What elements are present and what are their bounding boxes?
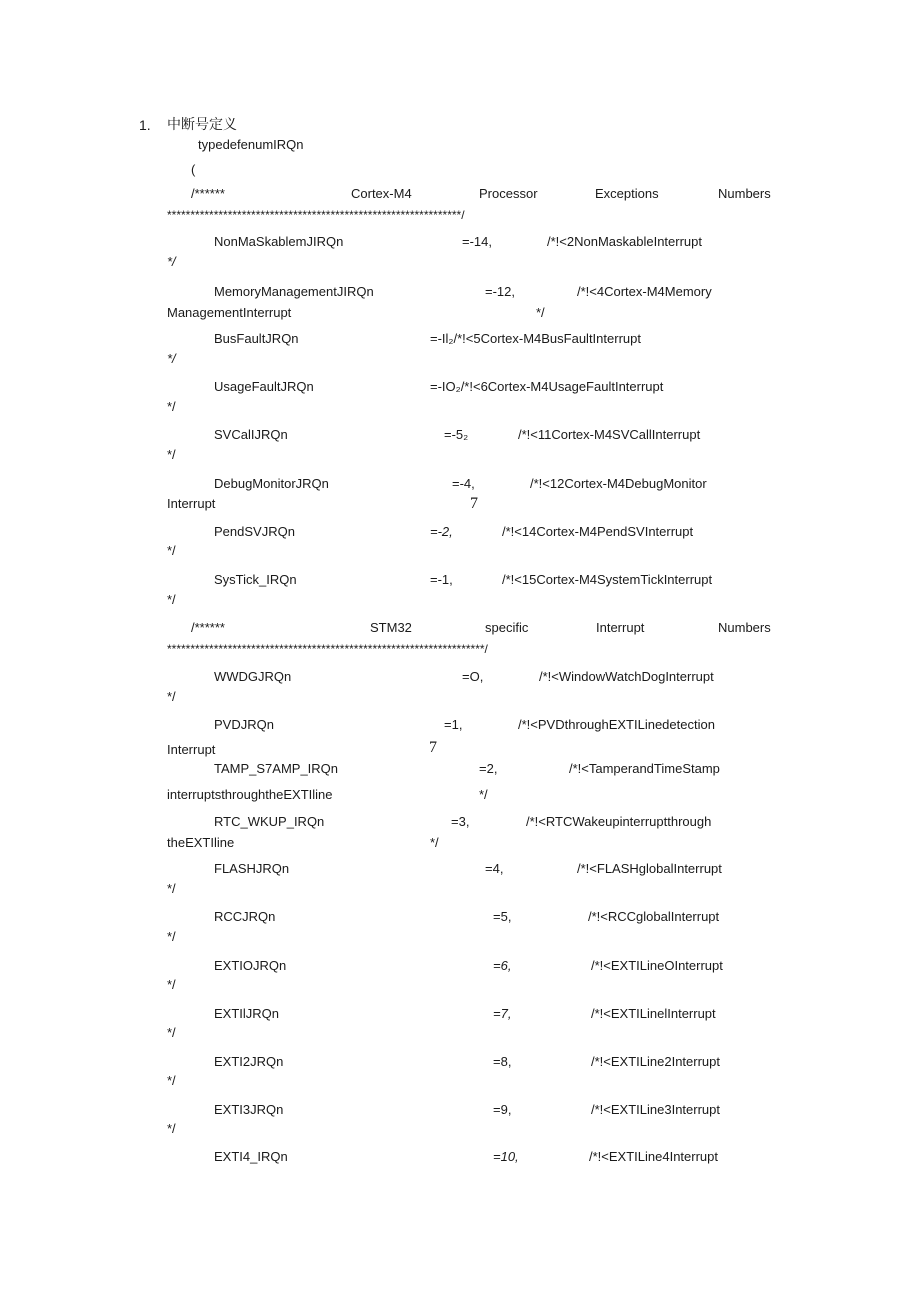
entry-tail: */ bbox=[167, 399, 176, 414]
entry-value: =-12, bbox=[485, 284, 515, 299]
entry-comment: /*!<11Cortex-M4SVCallInterrupt bbox=[518, 427, 701, 442]
entry-name: DebugMonitorJRQn bbox=[214, 476, 329, 491]
entry-tail: */ bbox=[167, 1073, 176, 1088]
entry-name: FLASHJRQn bbox=[214, 861, 290, 876]
entry-comment: /*!<RTCWakeupinterruptthrough bbox=[526, 814, 712, 829]
typedef-line: typedefenumIRQn bbox=[198, 137, 304, 152]
entry-tail: theEXTIline bbox=[167, 835, 235, 850]
entry-name: PVDJRQn bbox=[214, 717, 274, 732]
entry-name: EXTIOJRQn bbox=[214, 958, 287, 973]
section2-word-0: /****** bbox=[191, 620, 225, 635]
entry-tail: */ bbox=[167, 689, 176, 704]
entry-value: =-1, bbox=[430, 572, 453, 587]
entry-value: =-IO₂/*!<6Cortex-M4UsageFaultInterrupt bbox=[430, 379, 664, 394]
entry-tail: */ bbox=[167, 1121, 176, 1136]
entry-value: =-Il₂/*!<5Cortex-M4BusFaultInterrupt bbox=[430, 331, 641, 346]
entry-comment: /*!<12Cortex-M4DebugMonitor bbox=[530, 476, 707, 491]
section2-word-1: STM32 bbox=[370, 620, 412, 635]
entry-comment: /*!<14Cortex-M4PendSVInterrupt bbox=[502, 524, 694, 539]
entry-value: =O, bbox=[462, 669, 484, 684]
heading-number: 1. bbox=[139, 117, 151, 133]
section2-word-2: specific bbox=[485, 620, 529, 635]
entry-value: =7, bbox=[493, 1006, 512, 1021]
entry-tail: */ bbox=[167, 351, 176, 366]
entry-tail2: 7 bbox=[470, 495, 478, 512]
entry-name: EXTI2JRQn bbox=[214, 1054, 284, 1069]
entry-name: MemoryManagementJIRQn bbox=[214, 284, 374, 299]
entry-tail: Interrupt bbox=[167, 742, 216, 757]
section2-word-3: Interrupt bbox=[596, 620, 645, 635]
section1-stars: ***************************************************************/ bbox=[167, 208, 465, 222]
entry-tail2: */ bbox=[536, 305, 545, 320]
entry-name: SVCalIJRQn bbox=[214, 427, 288, 442]
entry-comment: /*!<EXTILineOInterrupt bbox=[591, 958, 723, 973]
section1-word-3: Exceptions bbox=[595, 186, 659, 201]
entry-value: =-2, bbox=[430, 524, 453, 539]
entry-comment: /*!<EXTILinelInterrupt bbox=[591, 1006, 716, 1021]
entry-tail: */ bbox=[167, 543, 176, 558]
open-brace: ( bbox=[191, 162, 196, 177]
section1-word-4: Numbers bbox=[718, 186, 771, 201]
entry-comment: /*!<TamperandTimeStamp bbox=[569, 761, 720, 776]
entry-name: NonMaSkablemJIRQn bbox=[214, 234, 344, 249]
entry-comment: /*!<EXTILine4Interrupt bbox=[589, 1149, 718, 1164]
entry-comment: /*!<2NonMaskableInterrupt bbox=[547, 234, 703, 249]
entry-name: SysTick_IRQn bbox=[214, 572, 297, 587]
entry-tail2: */ bbox=[479, 787, 488, 802]
entry-value: =4, bbox=[485, 861, 504, 876]
section2-word-4: Numbers bbox=[718, 620, 771, 635]
entry-name: PendSVJRQn bbox=[214, 524, 295, 539]
section2-stars: ********************************************************************/ bbox=[167, 642, 488, 656]
entry-value: =5, bbox=[493, 909, 512, 924]
entry-name: EXTIlJRQn bbox=[214, 1006, 280, 1021]
entry-tail: */ bbox=[167, 1025, 176, 1040]
entry-tail: */ bbox=[167, 447, 176, 462]
entry-name: EXTI3JRQn bbox=[214, 1102, 284, 1117]
entry-tail: */ bbox=[167, 977, 176, 992]
entry-comment: /*!<4Cortex-M4Memory bbox=[577, 284, 712, 299]
entry-value: =2, bbox=[479, 761, 498, 776]
entry-value: =3, bbox=[451, 814, 470, 829]
heading-title: 中断号定义 bbox=[167, 116, 237, 132]
entry-comment: /*!<15Cortex-M4SystemTickInterrupt bbox=[502, 572, 713, 587]
entry-value: =-4, bbox=[452, 476, 475, 491]
entry-tail: */ bbox=[167, 254, 176, 269]
section1-word-0: /****** bbox=[191, 186, 225, 201]
entry-tail: */ bbox=[167, 929, 176, 944]
entry-value: =9, bbox=[493, 1102, 512, 1117]
entry-name: RCCJRQn bbox=[214, 909, 276, 924]
entry-name: UsageFaultJRQn bbox=[214, 379, 314, 394]
entry-comment: /*!<EXTILine2Interrupt bbox=[591, 1054, 720, 1069]
entry-tail2: */ bbox=[430, 835, 439, 850]
entry-tail: */ bbox=[167, 881, 176, 896]
entry-value: =6, bbox=[493, 958, 512, 973]
entry-comment: /*!<EXTILine3Interrupt bbox=[591, 1102, 720, 1117]
entry-tail: ManagementInterrupt bbox=[167, 305, 292, 320]
entry-value: =8, bbox=[493, 1054, 512, 1069]
entry-value: =-5₂ bbox=[444, 427, 469, 442]
entry-value: =-14, bbox=[462, 234, 492, 249]
entry-name: TAMP_S7AMP_IRQn bbox=[214, 761, 339, 776]
entry-value: =1, bbox=[444, 717, 463, 732]
entry-comment: /*!<FLASHglobalInterrupt bbox=[577, 861, 722, 876]
entry-name: EXTI4_IRQn bbox=[214, 1149, 288, 1164]
entry-name: BusFaultJRQn bbox=[214, 331, 299, 346]
entry-tail2: 7 bbox=[429, 739, 437, 756]
section1-word-1: Cortex-M4 bbox=[351, 186, 412, 201]
entry-tail: Interrupt bbox=[167, 496, 216, 511]
entry-comment: /*!<PVDthroughEXTILinedetection bbox=[518, 717, 715, 732]
entry-tail: */ bbox=[167, 592, 176, 607]
entry-value: =10, bbox=[493, 1149, 519, 1164]
entry-name: WWDGJRQn bbox=[214, 669, 292, 684]
entry-comment: /*!<RCCglobalInterrupt bbox=[588, 909, 720, 924]
section1-word-2: Processor bbox=[479, 186, 538, 201]
entry-tail: interruptsthroughtheEXTIline bbox=[167, 787, 333, 802]
entry-name: RTC_WKUP_IRQn bbox=[214, 814, 325, 829]
entry-comment: /*!<WindowWatchDogInterrupt bbox=[539, 669, 714, 684]
